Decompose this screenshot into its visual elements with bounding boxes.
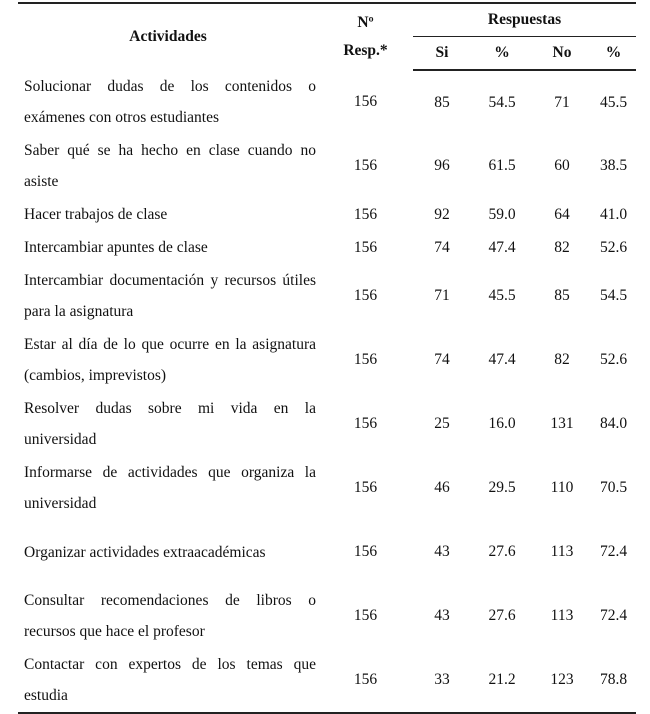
table-body — [18, 70, 636, 713]
si-cell: 71 — [434, 287, 450, 304]
no-cell: 71 — [554, 93, 570, 111]
table-row — [18, 134, 636, 198]
activity-cell: Informarse de actividades que organiza la universidad — [24, 464, 316, 512]
pct-si-cell: 61.5 — [488, 157, 516, 174]
no-cell: 60 — [554, 157, 570, 174]
pct-no-cell: 38.5 — [599, 157, 628, 174]
activity-cell: Intercambiar documentación y recursos útiles para la asignatura — [24, 272, 316, 320]
si-cell: 96 — [434, 157, 450, 174]
no-cell: 113 — [550, 543, 574, 560]
pct-si-header: % — [471, 37, 533, 71]
no-cell: 82 — [554, 351, 570, 368]
activity-cell: Organizar actividades extraacadémicas — [24, 543, 266, 561]
pct-no-cell: 52.6 — [599, 351, 628, 368]
si-cell: 43 — [434, 607, 450, 624]
pct-no-cell: 52.6 — [599, 238, 628, 256]
pct-si-cell: 29.5 — [488, 479, 516, 496]
header-row-1 — [18, 3, 636, 37]
activities-table — [18, 2, 636, 714]
table-row — [18, 520, 636, 584]
table-row — [18, 392, 636, 456]
pct-si-cell: 45.5 — [488, 287, 516, 304]
pct-si-cell: 47.4 — [488, 351, 516, 368]
n-cell: 156 — [353, 157, 378, 174]
si-cell: 74 — [434, 238, 450, 256]
table-row — [18, 231, 636, 264]
n-responses-header-line2: Resp.* — [343, 42, 388, 59]
n-responses-header — [318, 3, 413, 70]
table-row — [18, 584, 636, 648]
table-row — [18, 70, 636, 134]
table-row — [18, 264, 636, 328]
no-cell: 110 — [550, 479, 574, 496]
n-cell: 156 — [353, 287, 378, 304]
pct-si-cell: 54.5 — [488, 93, 516, 111]
si-cell: 33 — [413, 648, 471, 713]
n-cell: 156 — [318, 648, 413, 713]
n-cell: 156 — [353, 543, 378, 560]
n-cell: 156 — [353, 415, 378, 432]
si-cell: 46 — [434, 479, 450, 496]
n-cell: 156 — [353, 93, 378, 110]
si-cell: 43 — [434, 543, 450, 560]
activities-header: Actividades — [18, 3, 318, 70]
activity-cell: Resolver dudas sobre mi vida en la universidad — [24, 400, 316, 448]
pct-si-cell: 27.6 — [488, 543, 516, 560]
no-cell: 82 — [554, 238, 570, 256]
table-row — [18, 328, 636, 392]
pct-no-cell: 70.5 — [599, 479, 628, 496]
activity-cell: Contactar con expertos de los temas que estudia — [18, 648, 318, 713]
activity-cell: Hacer trabajos de clase — [24, 206, 168, 223]
activity-cell: Solucionar dudas de los contenidos o exámenes con otros estudiantes — [24, 78, 316, 126]
si-cell: 25 — [434, 415, 450, 432]
pct-no-header: % — [591, 37, 636, 71]
pct-si-cell: 59.0 — [488, 205, 516, 223]
pct-no-cell: 45.5 — [599, 93, 628, 111]
pct-si-cell: 27.6 — [488, 607, 516, 624]
no-cell: 123 — [533, 648, 591, 713]
no-cell: 131 — [550, 415, 574, 432]
n-responses-header-line1: Nº — [357, 14, 374, 31]
pct-si-cell: 21.2 — [471, 648, 533, 713]
n-cell: 156 — [353, 607, 378, 624]
activity-cell: Estar al día de lo que ocurre en la asignatura (cambios, imprevistos) — [24, 336, 316, 384]
pct-no-cell: 54.5 — [599, 287, 628, 304]
si-header: Si — [413, 37, 471, 71]
pct-no-cell: 78.8 — [591, 648, 636, 713]
pct-no-cell: 41.0 — [599, 205, 628, 223]
activity-cell: Saber qué se ha hecho en clase cuando no asiste — [24, 142, 316, 190]
pct-si-cell: 47.4 — [488, 238, 516, 256]
no-cell: 113 — [550, 607, 574, 624]
table-row — [18, 198, 636, 231]
n-cell: 156 — [353, 238, 378, 256]
n-cell: 156 — [353, 479, 378, 496]
no-cell: 64 — [554, 205, 570, 223]
si-cell: 85 — [434, 93, 450, 111]
n-cell: 156 — [353, 205, 378, 223]
si-cell: 74 — [434, 351, 450, 368]
responses-header: Respuestas — [413, 3, 636, 37]
table-row — [18, 648, 636, 713]
pct-no-cell: 72.4 — [599, 543, 628, 560]
no-header: No — [533, 37, 591, 71]
table-row — [18, 456, 636, 520]
n-cell: 156 — [353, 351, 378, 368]
pct-no-cell: 84.0 — [599, 415, 628, 432]
pct-no-cell: 72.4 — [599, 607, 628, 624]
activity-cell: Consultar recomendaciones de libros o recursos que hace el profesor — [24, 592, 316, 640]
pct-si-cell: 16.0 — [488, 415, 516, 432]
si-cell: 92 — [434, 205, 450, 223]
no-cell: 85 — [554, 287, 570, 304]
table-header — [18, 3, 636, 70]
activity-cell: Intercambiar apuntes de clase — [24, 239, 208, 256]
